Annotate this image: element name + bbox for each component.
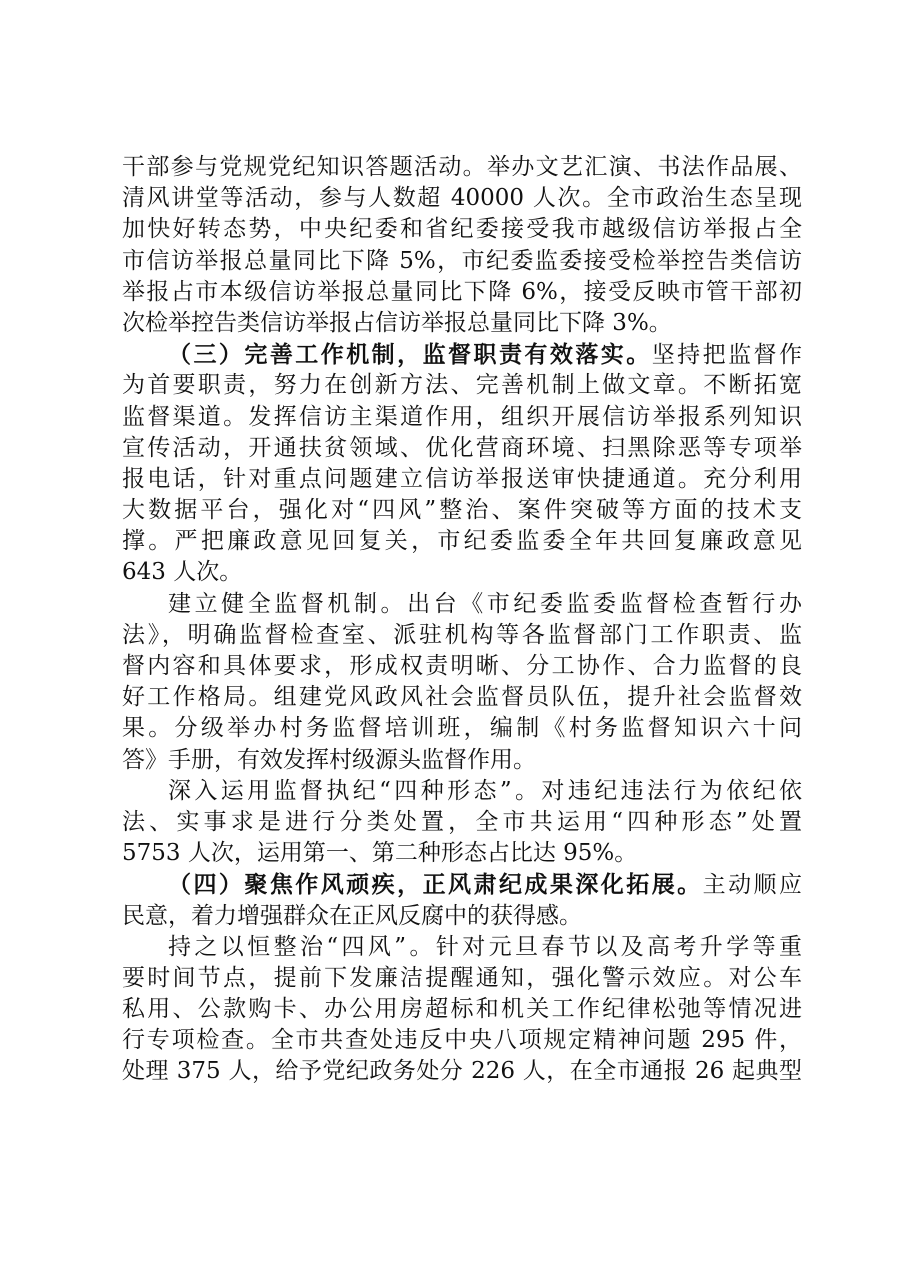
text-run: 坚持把监督作 <box>651 342 803 369</box>
text-line: 干部参与党规党纪知识答题活动。举办文艺汇演、书法作品展、 <box>122 154 802 180</box>
text-line: 法》，明确监督检查室、派驻机构等各监督部门工作职责、监 <box>122 621 802 648</box>
text-line: 清风讲堂等活动，参与人数超 40000 人次。全市政治生态呈现 <box>122 185 802 212</box>
text-line: 撑。严把廉政意见回复关，市纪委监委全年共回复廉政意见 <box>122 528 802 555</box>
text-line: 大数据平台，强化对“四风”整治、案件突破等方面的技术支 <box>122 497 802 524</box>
text-run: 主动顺应 <box>702 872 803 899</box>
text-line: 行专项检查。全市共查处违反中央八项规定精神问题 295 件， <box>122 1027 802 1054</box>
text-line: 要时间节点，提前下发廉洁提醒通知，强化警示效应。对公车 <box>122 964 802 991</box>
text-line: 建立健全监督机制。出台《市纪委监委监督检查暂行办 <box>168 590 802 617</box>
text-line: 为首要职责，努力在创新方法、完善机制上做文章。不断拓宽 <box>122 372 802 399</box>
text-line: 加快好转态势，中央纪委和省纪委接受我市越级信访举报占全 <box>122 216 802 243</box>
text-line: 持之以恒整治“四风”。针对元旦春节以及高考升学等重 <box>168 933 802 960</box>
section-heading-4: （四）聚焦作风顽疾，正风肃纪成果深化拓展。 <box>168 871 703 899</box>
text-line: 市信访举报总量同比下降 5%，市纪委监委接受检举控告类信访 <box>122 247 802 274</box>
text-line: 督内容和具体要求，形成权责明晰、分工协作、合力监督的良 <box>122 653 802 679</box>
text-line: 民意，着力增强群众在正风反腐中的获得感。 <box>122 902 582 929</box>
text-line: 报电话，针对重点问题建立信访举报送审快捷通道。充分利用 <box>122 465 802 492</box>
text-line: 法、实事求是进行分类处置，全市共运用“四种形态”处置 <box>122 808 802 835</box>
text-line: 果。分级举办村务监督培训班，编制《村务监督知识六十问 <box>122 715 802 742</box>
text-line: 答》手册，有效发挥村级源头监督作用。 <box>122 746 536 773</box>
section-heading-3: （三）完善工作机制，监督职责有效落实。 <box>168 341 652 369</box>
text-line: 私用、公款购卡、办公用房超标和机关工作纪律松弛等情况进 <box>122 996 802 1023</box>
text-line: 深入运用监督执纪“四种形态”。对违纪违法行为依纪依 <box>168 777 802 804</box>
text-line: 监督渠道。发挥信访主渠道作用，组织开展信访举报系列知识 <box>122 403 802 430</box>
text-line: 好工作格局。组建党风政风社会监督员队伍，提升社会监督效 <box>122 684 802 711</box>
document-body <box>122 152 802 1088</box>
text-line: 处理 375 人，给予党纪政务处分 226 人，在全市通报 26 起典型 <box>122 1058 802 1085</box>
section-heading-line <box>122 339 802 370</box>
text-line: 次检举控告类信访举报占信访举报总量同比下降 3%。 <box>122 309 672 336</box>
text-line: 643 人次。 <box>122 559 243 586</box>
text-line: 5753 人次，运用第一、第二种形态占比达 95%。 <box>122 840 638 867</box>
text-line: 举报占市本级信访举报总量同比下降 6%，接受反映市管干部初 <box>122 278 802 305</box>
section-heading-line <box>122 869 802 900</box>
text-line: 宣传活动，开通扶贫领域、优化营商环境、扫黑除恶等专项举 <box>122 434 802 461</box>
